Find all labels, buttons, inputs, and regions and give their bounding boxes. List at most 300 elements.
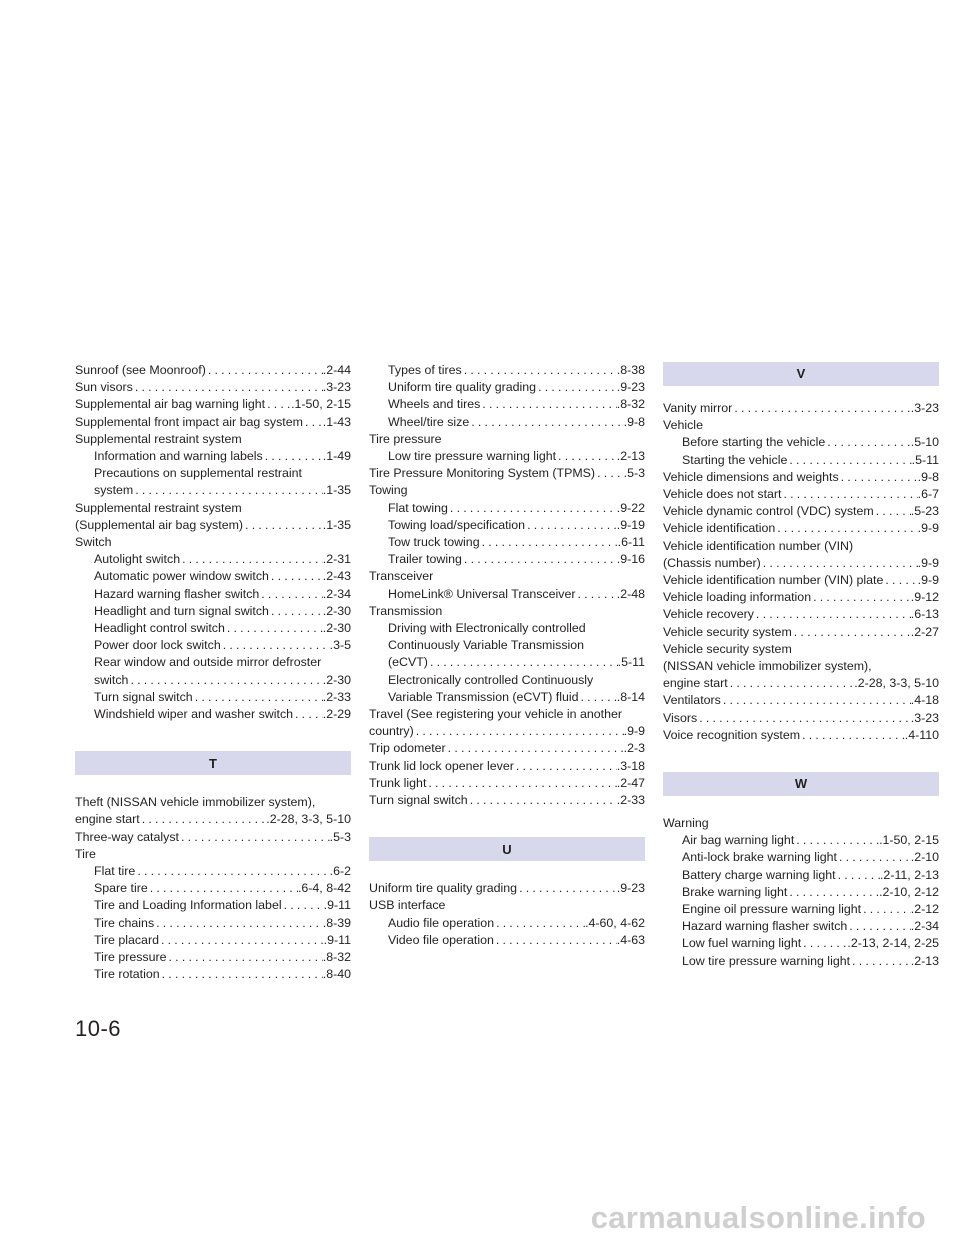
index-entry-label: Low tire pressure warning light (682, 953, 851, 968)
index-entry-page-ref: .2-12 (910, 902, 939, 917)
index-entry-label: Variable Transmission (eCVT) fluid (388, 689, 579, 704)
dot-leader (781, 486, 917, 503)
index-entry-label: Vehicle identification number (VIN) plate (663, 573, 884, 588)
dot-leader (303, 414, 323, 431)
index-entry[interactable] (369, 758, 645, 775)
index-entry[interactable] (369, 534, 645, 551)
index-entry-label: Tire Pressure Monitoring System (TPMS) (369, 466, 596, 481)
index-entry-page-ref: .4-63 (616, 932, 645, 947)
index-entry-page-ref: .2-3 (623, 741, 645, 756)
index-entry-page-ref: .1-49 (322, 449, 351, 464)
index-entry-page-ref: .2-13 (616, 449, 645, 464)
dot-leader (732, 400, 910, 417)
dot-leader (293, 706, 323, 723)
dot-leader (159, 932, 324, 949)
dot-leader (206, 362, 323, 379)
index-entry-label: Sun visors (75, 380, 133, 395)
index-entry-label: Power door lock switch (94, 638, 221, 653)
index-entry[interactable] (75, 897, 351, 914)
dot-leader (426, 775, 616, 792)
index-entry[interactable] (369, 500, 645, 517)
index-entry-label: HomeLink® Universal Transceiver (388, 586, 576, 601)
index-column-1 (75, 362, 351, 984)
index-entry-page-ref: .6-11 (617, 535, 645, 550)
index-entry-page-ref: .6-4, 8-42 (297, 881, 351, 896)
index-entry-page-ref: .2-13 (910, 953, 939, 968)
index-entry-label: Types of tires (388, 363, 462, 377)
index-entry-label: Turn signal switch (94, 689, 193, 704)
index-entry-label: Headlight and turn signal switch (94, 603, 269, 618)
dot-leader (579, 689, 617, 706)
index-entry-label: Voice recognition system (663, 727, 801, 742)
index-entry-page-ref: .9-11 (323, 898, 351, 913)
index-entry-page-ref: .9-16 (616, 552, 645, 567)
index-entry[interactable] (663, 452, 939, 469)
index-entry-page-ref: .1-35 (322, 517, 351, 532)
dot-leader (861, 901, 911, 918)
index-entry[interactable] (369, 915, 645, 932)
index-entry[interactable] (369, 740, 645, 757)
index-entry[interactable] (663, 589, 939, 606)
dot-leader (428, 654, 618, 671)
index-entry-page-ref: .6-13 (910, 607, 939, 622)
dot-leader (721, 692, 911, 709)
index-heading: Switch (75, 535, 112, 550)
index-entry[interactable] (369, 932, 645, 949)
index-entry-page-ref: .1-35 (322, 483, 351, 498)
index-entry[interactable] (369, 654, 645, 671)
index-entry-label: Tire and Loading Information label (94, 898, 282, 913)
dot-leader (836, 867, 880, 884)
index-entry-page-ref: .6-7 (917, 487, 939, 502)
section-letter-header: U (369, 837, 645, 861)
index-entry-label: Battery charge warning light (682, 867, 836, 882)
index-entry-page-ref: .2-34 (910, 919, 939, 934)
dot-leader (462, 362, 617, 379)
index-entry[interactable] (663, 486, 939, 503)
dot-leader (801, 935, 847, 952)
index-entry[interactable] (663, 624, 939, 641)
index-column-2 (369, 362, 645, 949)
dot-leader (494, 915, 585, 932)
index-entry[interactable] (663, 572, 939, 589)
index-entry[interactable] (75, 414, 351, 431)
index-entry-label: Hazard warning flasher switch (94, 586, 260, 601)
section-letter-header: V (663, 362, 939, 386)
index-entry-label: engine start (75, 812, 140, 827)
index-entry-label: Tire rotation (94, 967, 160, 982)
index-entry-page-ref: .3-5 (329, 638, 351, 653)
index-entry-page-ref: .2-30 (322, 603, 351, 618)
dot-leader (525, 517, 617, 534)
watermark: carmanualsonline.info (590, 1200, 926, 1235)
index-entry-page-ref: .6-2 (329, 864, 351, 879)
index-entry-label: Windshield wiper and washer switch (94, 707, 294, 722)
index-entry-label: engine start (663, 676, 728, 691)
index-entry-page-ref: .1-50, 2-15 (879, 833, 939, 848)
dot-leader (874, 503, 911, 520)
dot-leader (128, 672, 322, 689)
index-entry-page-ref: .8-14 (616, 689, 645, 704)
index-entry-page-ref: .5-23 (910, 504, 939, 519)
dot-leader (133, 482, 323, 499)
index-entry[interactable] (75, 637, 351, 654)
index-entry-page-ref: .3-23 (910, 710, 939, 725)
dot-leader (728, 675, 855, 692)
index-entry-page-ref: .9-19 (616, 517, 645, 532)
index-entry-label: Tire placard (94, 932, 159, 947)
index-entry-label: Autolight switch (94, 552, 181, 567)
index-entry-page-ref: .2-33 (322, 689, 351, 704)
index-entry[interactable] (75, 517, 351, 534)
index-subheading: Electronically controlled Continuously (388, 672, 594, 687)
index-entry-label: Visors (663, 710, 698, 725)
dot-leader (883, 572, 917, 589)
index-heading: Towing (369, 483, 408, 498)
index-entry-page-ref: .2-30 (322, 621, 351, 636)
index-entry-label: Air bag warning light (682, 833, 795, 848)
index-entry[interactable] (663, 503, 939, 520)
index-entry-page-ref: .2-48 (616, 586, 645, 601)
index-entry[interactable] (75, 603, 351, 620)
index-entry-label: Video file operation (388, 932, 494, 947)
index-entry-page-ref: .8-40 (322, 967, 351, 982)
index-entry-page-ref: .8-32 (322, 950, 351, 965)
section-letter-header: T (75, 751, 351, 775)
dot-leader (133, 379, 323, 396)
index-entry-label: Before starting the vehicle (682, 435, 826, 450)
index-entry[interactable] (663, 520, 939, 537)
index-heading: Tire (75, 846, 96, 861)
dot-leader (517, 880, 617, 897)
dot-leader (160, 966, 323, 983)
index-heading: Vehicle security system (663, 641, 792, 656)
index-entry-page-ref: .2-10, 2-12 (879, 884, 939, 899)
index-entry-label: Vehicle dynamic control (VDC) system (663, 504, 874, 519)
dot-leader (179, 829, 330, 846)
index-entry-label: Supplemental air bag warning light (75, 397, 266, 412)
index-entry-label: Tire pressure (94, 950, 167, 965)
dot-leader (575, 586, 616, 603)
index-entry-page-ref: .5-3 (623, 466, 645, 481)
dot-leader (792, 624, 911, 641)
index-entry-label: (Supplemental air bag system) (75, 517, 244, 532)
index-entry[interactable] (75, 966, 351, 983)
dot-leader (787, 452, 911, 469)
index-entry-label: Tire chains (94, 915, 155, 930)
index-entry-page-ref: .5-10 (910, 435, 939, 450)
index-heading: Vehicle (663, 418, 703, 433)
index-entry[interactable] (369, 551, 645, 568)
index-entry[interactable] (75, 915, 351, 932)
index-heading: (NISSAN vehicle immobilizer system), (663, 659, 872, 674)
index-entry[interactable] (75, 396, 351, 413)
index-entry-label: Spare tire (94, 881, 148, 896)
index-entry[interactable] (75, 672, 351, 689)
index-entry-page-ref: .8-38 (616, 363, 645, 377)
index-entry-page-ref: .2-30 (322, 672, 351, 687)
dot-leader (494, 932, 617, 949)
dot-leader (811, 589, 911, 606)
index-entry-page-ref: .4-18 (910, 693, 939, 708)
dot-leader (514, 758, 617, 775)
dot-leader (221, 637, 330, 654)
index-entry[interactable] (75, 706, 351, 723)
index-entry-label: Headlight control switch (94, 621, 225, 636)
index-entry[interactable] (75, 482, 351, 499)
index-entry[interactable] (663, 849, 939, 866)
dot-leader (595, 465, 624, 482)
index-entry[interactable] (75, 811, 351, 828)
dot-leader (148, 880, 298, 897)
index-entry[interactable] (75, 362, 351, 379)
index-entry[interactable] (369, 723, 645, 740)
index-entry-page-ref: .2-13, 2-14, 2-25 (847, 936, 939, 951)
index-entry[interactable] (369, 880, 645, 897)
index-entry[interactable] (75, 551, 351, 568)
index-entry-label: (eCVT) (388, 655, 428, 670)
index-entry-label: (Chassis number) (663, 555, 761, 570)
index-entry[interactable] (663, 434, 939, 451)
dot-leader (414, 723, 624, 740)
index-entry-page-ref: .9-9 (917, 573, 939, 588)
index-entry-label: Three-way catalyst (75, 829, 179, 844)
index-entry[interactable] (369, 792, 645, 809)
index-entry[interactable] (663, 606, 939, 623)
index-entry-page-ref: .8-39 (322, 915, 351, 930)
index-entry[interactable] (369, 448, 645, 465)
index-entry-page-ref: .3-23 (322, 380, 351, 395)
dot-leader (800, 727, 905, 744)
index-entry-label: Trailer towing (388, 552, 462, 567)
dot-leader (259, 586, 322, 603)
dot-leader (761, 555, 918, 572)
index-entry[interactable] (369, 362, 645, 379)
dot-leader (787, 884, 879, 901)
index-entry-label: Turn signal switch (369, 793, 468, 808)
index-entry[interactable] (369, 586, 645, 603)
index-entry-page-ref: .4-110 (904, 727, 939, 742)
index-entry-label: Hazard warning flasher switch (682, 919, 848, 934)
index-entry-page-ref: .9-23 (616, 380, 645, 395)
index-entry-page-ref: .2-31 (322, 552, 351, 567)
index-entry[interactable] (663, 675, 939, 692)
dot-leader (269, 603, 323, 620)
index-entry-label: Anti-lock brake warning light (682, 850, 837, 865)
index-entry-label: Flat towing (388, 500, 448, 515)
index-column-3 (663, 362, 939, 970)
index-subheading: Continuously Variable Transmission (388, 638, 585, 653)
dot-leader (850, 953, 911, 970)
index-entry[interactable] (663, 469, 939, 486)
index-entry-page-ref: .5-11 (911, 452, 939, 467)
index-entry-page-ref: .9-8 (917, 469, 939, 484)
index-entry[interactable] (663, 935, 939, 952)
index-entry[interactable] (75, 379, 351, 396)
index-entry-page-ref: .9-12 (910, 590, 939, 605)
index-entry-page-ref: .8-32 (616, 397, 645, 412)
index-entry-label: Low tire pressure warning light (388, 449, 557, 464)
dot-leader (265, 396, 291, 413)
index-entry[interactable] (75, 586, 351, 603)
dot-leader (180, 551, 323, 568)
index-heading: Transceiver (369, 569, 434, 584)
index-entry-label: Starting the vehicle (682, 452, 788, 467)
index-heading: Tire pressure (369, 431, 442, 446)
index-entry-label: Wheel/tire size (388, 414, 470, 429)
index-entry[interactable] (663, 832, 939, 849)
index-entry-page-ref: .2-44 (322, 363, 351, 377)
index-entry[interactable] (663, 555, 939, 572)
dot-leader (135, 863, 329, 880)
index-heading: Supplemental restraint system (75, 500, 242, 515)
index-entry[interactable] (369, 414, 645, 431)
index-entry-label: Low fuel warning light (682, 936, 802, 951)
index-entry[interactable] (663, 918, 939, 935)
index-heading: Transmission (369, 603, 443, 618)
dot-leader (839, 469, 918, 486)
dot-leader (263, 448, 323, 465)
index-entry[interactable] (663, 710, 939, 727)
index-entry-label: Information and warning labels (94, 449, 263, 464)
index-entry-page-ref: .9-11 (323, 932, 351, 947)
index-heading: Vehicle identification number (VIN) (663, 538, 854, 553)
index-entry-page-ref: .2-29 (322, 707, 351, 722)
index-heading: USB interface (369, 898, 446, 913)
index-entry-page-ref: .3-23 (910, 401, 939, 415)
index-entry-label: Supplemental front impact air bag system (75, 414, 303, 429)
dot-leader (825, 434, 910, 451)
index-entry[interactable] (369, 396, 645, 413)
dot-leader (140, 811, 267, 828)
index-entry-page-ref: .2-27 (910, 624, 939, 639)
index-entry-page-ref: .4-60, 4-62 (585, 915, 645, 930)
index-entry-page-ref: .5-3 (329, 829, 351, 844)
index-entry-label: Tow truck towing (388, 535, 480, 550)
index-entry[interactable] (663, 884, 939, 901)
index-entry-page-ref: .9-22 (616, 500, 645, 515)
index-entry-label: Audio file operation (388, 915, 495, 930)
index-entry-label: Automatic power window switch (94, 569, 269, 584)
index-entry-label: switch (94, 672, 129, 687)
dot-leader (154, 915, 323, 932)
index-entry[interactable] (369, 379, 645, 396)
dot-leader (462, 551, 617, 568)
index-entry-page-ref: .2-34 (322, 586, 351, 601)
index-entry-page-ref: .3-18 (616, 758, 645, 773)
index-subheading: Rear window and outside mirror defroster (94, 655, 322, 670)
dot-leader (269, 568, 323, 585)
dot-leader (480, 534, 618, 551)
index-entry-label: Vehicle identification (663, 521, 776, 536)
index-entry-label: Engine oil pressure warning light (682, 902, 862, 917)
dot-leader (754, 606, 911, 623)
index-entry-page-ref: .5-11 (617, 655, 645, 670)
index-entry[interactable] (75, 689, 351, 706)
index-entry-label: Uniform tire quality grading (369, 881, 518, 896)
index-entry[interactable] (369, 689, 645, 706)
dot-leader (847, 918, 910, 935)
dot-leader (469, 414, 623, 431)
dot-leader (446, 740, 624, 757)
index-entry-page-ref: .2-10 (910, 850, 939, 865)
index-entry[interactable] (75, 880, 351, 897)
index-entry-page-ref: .2-47 (616, 775, 645, 790)
index-entry[interactable] (75, 620, 351, 637)
index-entry-label: Sunroof (see Moonroof) (75, 363, 206, 377)
index-entry-label: Uniform tire quality grading (388, 380, 537, 395)
index-entry-page-ref: .2-28, 3-3, 5-10 (266, 812, 351, 827)
index-entry[interactable] (369, 775, 645, 792)
dot-leader (225, 620, 323, 637)
index-entry-page-ref: .9-9 (917, 521, 939, 536)
index-entry-label: Brake warning light (682, 884, 788, 899)
index-entry[interactable] (663, 400, 939, 417)
index-entry-page-ref: .2-33 (616, 793, 645, 808)
index-entry-label: Trip odometer (369, 741, 446, 756)
section-letter-header: W (663, 772, 939, 796)
index-entry[interactable] (369, 517, 645, 534)
index-subheading: Driving with Electronically controlled (388, 621, 586, 636)
dot-leader (536, 379, 617, 396)
index-entry[interactable] (75, 448, 351, 465)
index-entry-page-ref: .9-23 (616, 881, 645, 896)
index-entry[interactable] (663, 727, 939, 744)
index-entry[interactable] (75, 932, 351, 949)
dot-leader (480, 396, 616, 413)
dot-leader (282, 897, 324, 914)
index-entry-page-ref: .2-11, 2-13 (879, 867, 939, 882)
dot-leader (448, 500, 617, 517)
index-entry-page-ref: .9-8 (623, 414, 645, 429)
index-entry[interactable] (369, 465, 645, 482)
index-entry[interactable] (663, 901, 939, 918)
index-entry-label: Vehicle loading information (663, 590, 812, 605)
dot-leader (167, 949, 323, 966)
index-heading: Supplemental restraint system (75, 431, 242, 446)
index-entry-page-ref: .9-9 (623, 724, 645, 739)
index-heading: Warning (663, 816, 709, 831)
index-entry[interactable] (663, 692, 939, 709)
index-heading: Travel (See registering your vehicle in another (369, 707, 622, 722)
index-entry-label: Vanity mirror (663, 401, 733, 415)
index-entry[interactable] (75, 863, 351, 880)
index-entry-page-ref: .2-43 (322, 569, 351, 584)
index-entry[interactable] (663, 867, 939, 884)
index-entry-label: Towing load/specification (388, 517, 526, 532)
index-entry-page-ref: .2-28, 3-3, 5-10 (854, 676, 939, 691)
index-entry-label: Flat tire (94, 864, 136, 879)
index-entry-page-ref: .1-43 (322, 414, 351, 429)
index-entry-page-ref: .1-50, 2-15 (291, 397, 351, 412)
index-entry-label: Vehicle dimensions and weights (663, 469, 839, 484)
index-entry-label: Trunk light (369, 775, 427, 790)
index-entry[interactable] (663, 953, 939, 970)
dot-leader (697, 710, 911, 727)
index-entry[interactable] (75, 568, 351, 585)
index-entry[interactable] (75, 949, 351, 966)
index-entry-label: Ventilators (663, 693, 721, 708)
dot-leader (468, 792, 617, 809)
index-entry-label: Trunk lid lock opener lever (369, 758, 514, 773)
index-entry-label: Vehicle does not start (663, 487, 782, 502)
dot-leader (775, 520, 917, 537)
index-entry[interactable] (75, 829, 351, 846)
index-entry-label: Vehicle security system (663, 624, 792, 639)
dot-leader (193, 689, 323, 706)
index-entry-label: country) (369, 724, 414, 739)
dot-leader (837, 849, 911, 866)
